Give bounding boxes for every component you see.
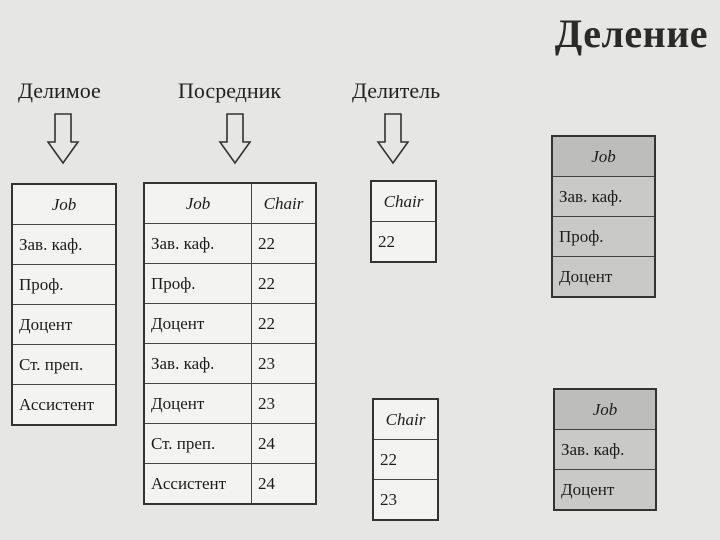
table-cell: 23 bbox=[373, 480, 438, 521]
label-intermediary: Посредник bbox=[178, 78, 282, 103]
table-cell: 23 bbox=[251, 384, 316, 424]
slide-title: Деление bbox=[554, 11, 708, 56]
result-table-2 bbox=[553, 388, 657, 511]
table-cell: Ст. преп. bbox=[144, 424, 251, 464]
table-cell: Зав. каф. bbox=[12, 225, 116, 265]
table-cell: Ассистент bbox=[144, 464, 251, 505]
table-cell: 24 bbox=[251, 424, 316, 464]
table-cell: Ст. преп. bbox=[12, 345, 116, 385]
table-header: Chair bbox=[371, 181, 436, 222]
table-header: Job bbox=[12, 184, 116, 225]
table-cell: Доцент bbox=[144, 384, 251, 424]
table-cell: Доцент bbox=[554, 470, 656, 511]
label-divisor: Делитель bbox=[352, 78, 441, 103]
table-cell: Проф. bbox=[12, 265, 116, 305]
table-header: Chair bbox=[251, 183, 316, 224]
table-cell: Зав. каф. bbox=[552, 177, 655, 217]
divisor-table-1 bbox=[370, 180, 437, 263]
dividend-table bbox=[11, 183, 117, 426]
table-cell: 22 bbox=[371, 222, 436, 263]
down-arrow-icon bbox=[46, 112, 80, 166]
table-cell: 23 bbox=[251, 344, 316, 384]
table-cell: 22 bbox=[251, 264, 316, 304]
table-cell: 22 bbox=[251, 224, 316, 264]
down-arrow-icon bbox=[376, 112, 410, 166]
table-cell: Проф. bbox=[552, 217, 655, 257]
table-cell: Зав. каф. bbox=[144, 344, 251, 384]
table-cell: Проф. bbox=[144, 264, 251, 304]
table-cell: Ассистент bbox=[12, 385, 116, 426]
result-table-1 bbox=[551, 135, 656, 298]
table-header: Job bbox=[552, 136, 655, 177]
table-cell: Доцент bbox=[552, 257, 655, 298]
down-arrow-icon bbox=[218, 112, 252, 166]
intermediary-table bbox=[143, 182, 317, 505]
table-header: Chair bbox=[373, 399, 438, 440]
divisor-table-2 bbox=[372, 398, 439, 521]
label-dividend: Делимое bbox=[18, 78, 101, 103]
table-cell: 22 bbox=[251, 304, 316, 344]
table-cell: 24 bbox=[251, 464, 316, 505]
table-cell: 22 bbox=[373, 440, 438, 480]
table-cell: Зав. каф. bbox=[144, 224, 251, 264]
table-cell: Зав. каф. bbox=[554, 430, 656, 470]
table-header: Job bbox=[144, 183, 251, 224]
table-header: Job bbox=[554, 389, 656, 430]
table-cell: Доцент bbox=[144, 304, 251, 344]
table-cell: Доцент bbox=[12, 305, 116, 345]
